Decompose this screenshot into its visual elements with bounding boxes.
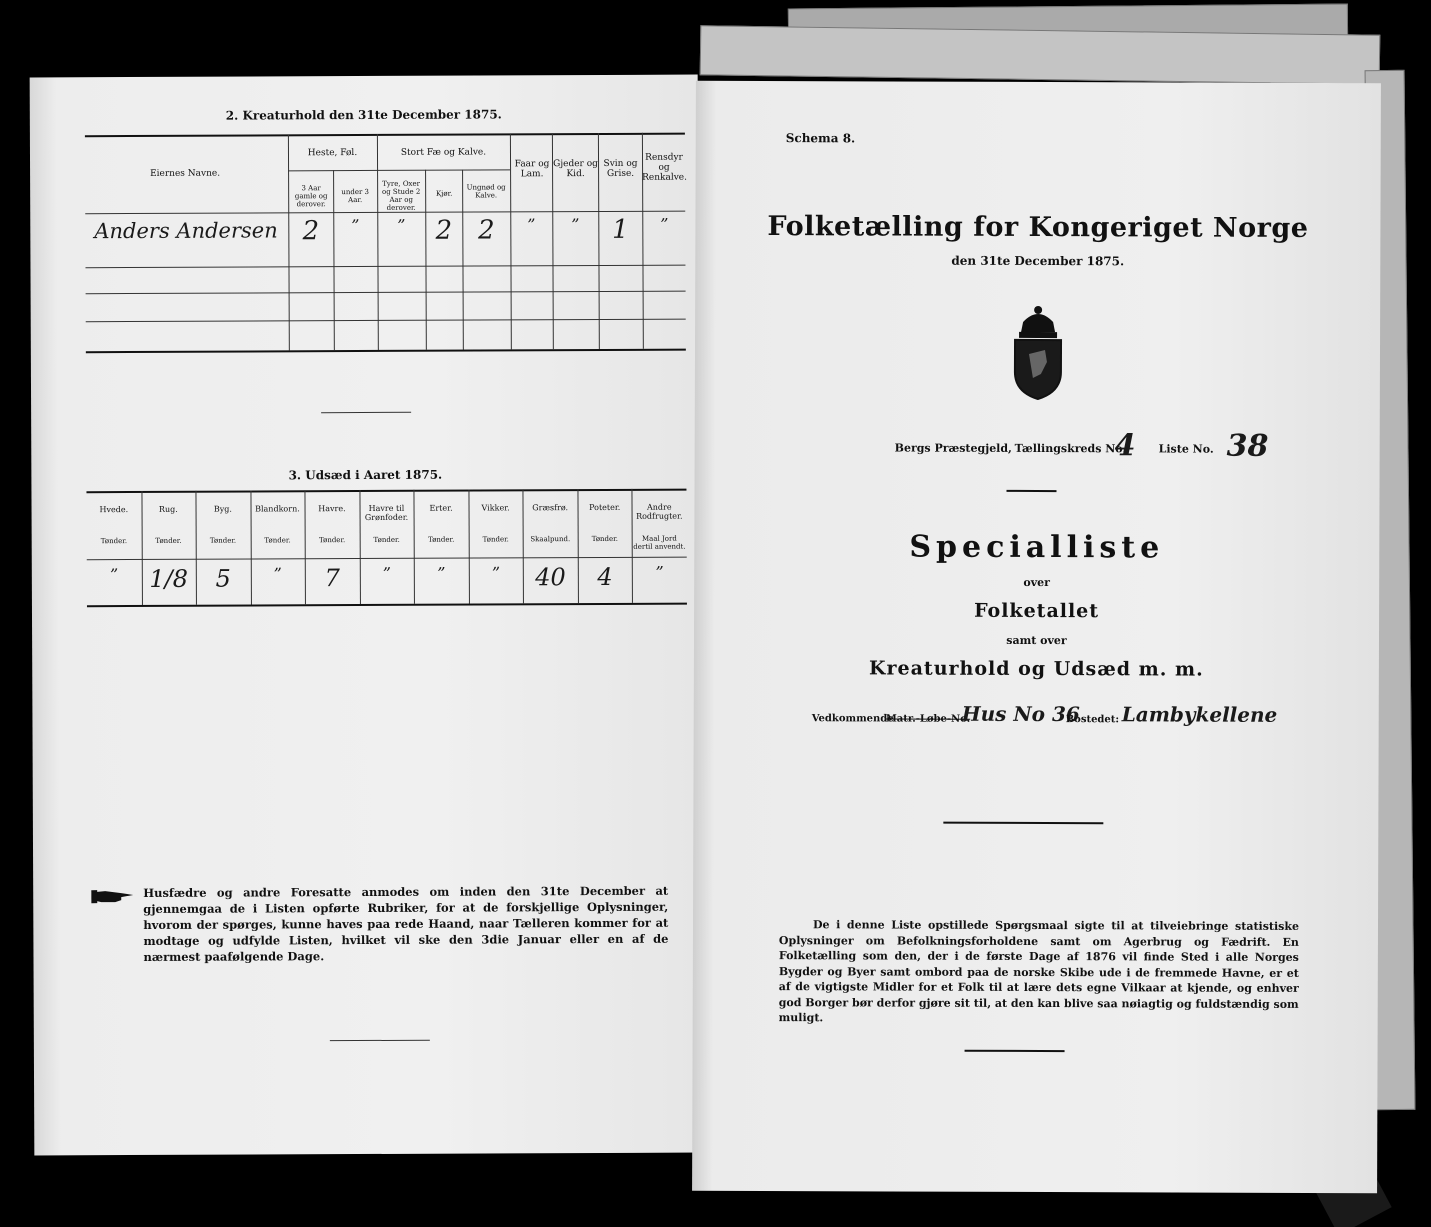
heste-old-value: 2 xyxy=(302,216,320,247)
livestock-row-line xyxy=(86,319,686,323)
kjor-header: Kjør. xyxy=(435,189,453,198)
heste-young-header: under 3 Aar. xyxy=(341,187,369,205)
svin-value: 1 xyxy=(611,214,629,245)
seed-bottom-rule xyxy=(87,603,687,608)
seed-value: 40 xyxy=(535,563,566,592)
livestock-heading: 2. Kreaturhold den 31te December 1875. xyxy=(225,107,502,123)
seed-col-unit: Tønder. xyxy=(155,536,182,545)
seed-col-unit: Tønder. xyxy=(591,534,619,544)
norwegian-coat-of-arms-icon xyxy=(1005,302,1071,400)
vedkommende-line xyxy=(812,701,1332,739)
owner-column-header: Eiernes Navne. xyxy=(150,168,221,179)
right-page xyxy=(692,81,1381,1193)
seed-value: ” xyxy=(273,564,282,584)
seed-col-name: Poteter. xyxy=(589,502,621,513)
samt-over-text: samt over xyxy=(1006,633,1067,648)
section-divider xyxy=(321,412,411,413)
seed-col-name: Rug. xyxy=(158,504,178,514)
kjor-value: 2 xyxy=(435,215,453,246)
seed-value: ” xyxy=(382,563,391,583)
divider-2 xyxy=(943,822,1103,825)
seed-col-name: Hvede. xyxy=(99,505,129,515)
seed-value: 5 xyxy=(215,564,231,593)
notice-text: Husfædre og andre Foresatte anmodes om inden den 31te December at gjennemgaa de i Listen opførte Rubriker, for at de forskjellige Oplysninger, hvorom der spørges, kunne haves paa rede Haand, naar Tælleren kommer for at modtage og udfylde Listen, hvilket vil ske den 3die Januar eller en af de nærmest paafølgende Dage. xyxy=(143,883,669,964)
schema-label: Schema 8. xyxy=(785,131,856,146)
over-text-1: over xyxy=(1023,575,1050,590)
ungnod-value: 2 xyxy=(477,215,495,246)
seed-value: 7 xyxy=(324,564,340,593)
hus-number: Hus No 36 xyxy=(961,701,1080,727)
kreds-label: Tællingskreds No. xyxy=(1014,441,1127,456)
end-rule xyxy=(330,1040,430,1041)
liste-value: 38 xyxy=(1226,428,1269,464)
divider-3 xyxy=(965,1050,1065,1052)
seed-col-unit: Maal Jord dertil anvendt. xyxy=(633,534,686,551)
kreaturhold-heading: Kreaturhold og Udsæd m. m. xyxy=(868,657,1204,681)
seed-value: ” xyxy=(491,563,501,583)
svin-header: Svin og Grise. xyxy=(603,158,638,179)
livestock-row-line xyxy=(86,291,686,295)
seed-col-name: Erter. xyxy=(429,503,453,513)
divider-1 xyxy=(1007,490,1057,492)
livestock-bottom-rule xyxy=(86,349,686,354)
seed-col-unit: Tønder. xyxy=(318,536,346,545)
specialliste-heading: Specialliste xyxy=(909,529,1165,566)
prestegjeld-label: Bergs Præstegjeld, xyxy=(894,441,1012,455)
rensdyr-value: ” xyxy=(660,214,669,234)
page-stack-2 xyxy=(700,25,1381,84)
seed-col-name: Blandkorn. xyxy=(255,504,300,514)
seed-col-name: Andre Rodfrugter. xyxy=(636,502,683,521)
census-date: den 31te December 1875. xyxy=(951,253,1125,269)
seed-col-unit: Tønder. xyxy=(209,536,237,545)
liste-label: Liste No. xyxy=(1158,442,1214,456)
col-divider xyxy=(377,134,379,350)
storfe-group-header: Stort Fæ og Kalve. xyxy=(400,147,487,158)
left-page xyxy=(30,75,703,1156)
seed-col-unit: Tønder. xyxy=(482,535,509,544)
subheader-rule xyxy=(288,169,510,171)
heste-old-header: 3 Aar gamle og derover. xyxy=(294,184,328,209)
seed-value: 4 xyxy=(597,562,613,591)
seed-header-rule xyxy=(87,557,687,561)
seed-col-unit: Tønder. xyxy=(428,535,455,544)
seed-col-name: Byg. xyxy=(213,504,232,514)
kreds-value: 4 xyxy=(1114,428,1136,464)
seed-col-unit: Skaalpund. xyxy=(530,535,571,544)
owner-name: Anders Andersen xyxy=(94,218,278,244)
tyre-value: ” xyxy=(397,215,406,235)
footer-text: De i denne Liste opstillede Spørgsmaal sigte til at tilveiebringe statistiske Oplysninger om Befolkningsforholdene samt om Agerbrug og Fædrift. En Folketælling som den, der i de første Dage af 1876 vil finde Sted i alle Norges Bygder og Byer samt ombord paa de norske Skibe ude i de fremmede Havne, er et af de vigtigste Midler for et Folk til at lære dets egne Vilkaar at kjende, og enhver god Borger bør derfor gjøre sit til, at den kan blive saa nøiagtig og fuldstændig som muligt. xyxy=(778,918,1300,1025)
tyre-header: Tyre, Oxer og Stude 2 Aar og derover. xyxy=(381,179,421,212)
seed-col-unit: Tønder. xyxy=(373,535,400,544)
seed-value: 1/8 xyxy=(149,564,189,593)
seed-col-name: Havre til Grønfoder. xyxy=(364,503,409,523)
bostedet-value: Lambykellene xyxy=(1121,702,1278,727)
seed-value: ” xyxy=(437,563,446,583)
seed-col-name: Græsfrø. xyxy=(532,503,569,513)
seed-heading: 3. Udsæd i Aaret 1875. xyxy=(288,467,443,483)
ungnod-header: Ungnød og Kalve. xyxy=(466,183,506,200)
struck-label: Matr.-Løbe-No. xyxy=(885,713,971,725)
gjeder-header: Gjeder og Kid. xyxy=(553,158,598,180)
faar-value: ” xyxy=(527,215,536,235)
folketallet-heading: Folketallet xyxy=(974,599,1100,623)
district-line xyxy=(894,428,1295,465)
seed-col-name: Havre. xyxy=(318,504,346,514)
census-title: Folketælling for Kongeriget Norge xyxy=(767,211,1309,244)
livestock-top-rule xyxy=(85,133,685,138)
seed-value: ” xyxy=(655,562,664,582)
gjeder-value: ” xyxy=(571,215,580,235)
pointing-hand-icon xyxy=(91,887,135,907)
livestock-row-line xyxy=(85,265,685,269)
rensdyr-header: Rensdyr og Renkalve. xyxy=(642,152,687,183)
seed-col-unit: Tønder. xyxy=(100,537,128,546)
faar-header: Faar og Lam. xyxy=(514,159,550,180)
bostedet-label: Bostedet: xyxy=(1065,714,1120,726)
seed-top-rule xyxy=(86,489,686,494)
heste-young-value: ” xyxy=(351,216,360,236)
seed-value: ” xyxy=(109,565,119,585)
heste-group-header: Heste, Føl. xyxy=(307,148,358,159)
seed-col-name: Vikker. xyxy=(481,503,510,513)
vedkommende-label: Vedkommende xyxy=(811,713,894,725)
seed-col-unit: Tønder. xyxy=(264,536,291,545)
